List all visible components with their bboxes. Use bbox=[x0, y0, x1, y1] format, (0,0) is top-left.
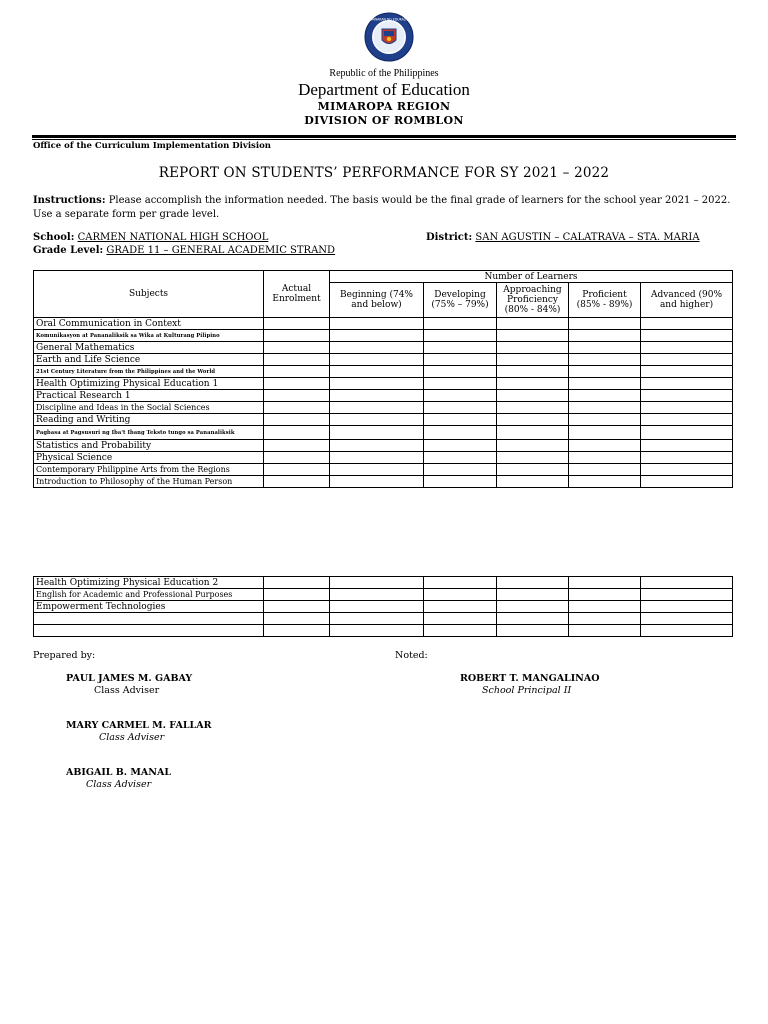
value-cell[interactable] bbox=[264, 330, 330, 342]
value-cell[interactable] bbox=[497, 476, 569, 488]
value-cell[interactable] bbox=[264, 452, 330, 464]
value-cell[interactable] bbox=[330, 464, 424, 476]
value-cell[interactable] bbox=[497, 366, 569, 378]
subject-cell: English for Academic and Professional Purposes bbox=[34, 589, 264, 601]
header-rule-thin bbox=[32, 139, 736, 140]
value-cell[interactable] bbox=[264, 426, 330, 440]
value-cell[interactable] bbox=[330, 440, 424, 452]
grade-level-value: GRADE 11 – GENERAL ACADEMIC STRAND bbox=[106, 245, 336, 256]
school-value: CARMEN NATIONAL HIGH SCHOOL bbox=[77, 232, 269, 243]
value-cell[interactable] bbox=[569, 330, 641, 342]
table-row bbox=[34, 589, 733, 601]
subject-cell bbox=[34, 613, 264, 625]
value-cell[interactable] bbox=[424, 589, 497, 601]
table-row bbox=[34, 577, 733, 589]
subject-cell: Health Optimizing Physical Education 1 bbox=[34, 378, 264, 390]
value-cell[interactable] bbox=[424, 426, 497, 440]
republic-line: Republic of the Philippines bbox=[329, 68, 439, 79]
subject-cell: Statistics and Probability bbox=[34, 440, 264, 452]
value-cell[interactable] bbox=[497, 390, 569, 402]
value-cell[interactable] bbox=[330, 426, 424, 440]
value-cell[interactable] bbox=[641, 577, 733, 589]
instructions-label: Instructions: bbox=[33, 195, 106, 206]
value-cell[interactable] bbox=[264, 318, 330, 330]
value-cell[interactable] bbox=[330, 452, 424, 464]
value-cell[interactable] bbox=[264, 601, 330, 613]
level-header-developing: Developing (75% – 79%) bbox=[424, 283, 497, 318]
value-cell[interactable] bbox=[330, 577, 424, 589]
table-row bbox=[34, 464, 733, 476]
value-cell[interactable] bbox=[424, 330, 497, 342]
subject-cell: Practical Research 1 bbox=[34, 390, 264, 402]
value-cell[interactable] bbox=[264, 625, 330, 637]
adviser-name-2: MARY CARMEL M. FALLAR bbox=[66, 720, 212, 731]
value-cell[interactable] bbox=[569, 390, 641, 402]
office-name: Office of the Curriculum Implementation Division bbox=[33, 141, 271, 151]
value-cell[interactable] bbox=[641, 601, 733, 613]
principal-role: School Principal II bbox=[482, 685, 572, 696]
value-cell[interactable] bbox=[569, 402, 641, 414]
performance-table-body bbox=[34, 318, 733, 488]
value-cell[interactable] bbox=[569, 476, 641, 488]
principal-name: ROBERT T. MANGALINAO bbox=[460, 673, 600, 684]
number-of-learners-header: Number of Learners bbox=[330, 271, 733, 283]
value-cell[interactable] bbox=[569, 378, 641, 390]
value-cell[interactable] bbox=[264, 354, 330, 366]
value-cell[interactable] bbox=[641, 589, 733, 601]
adviser-role-3: Class Adviser bbox=[86, 779, 152, 790]
value-cell[interactable] bbox=[641, 625, 733, 637]
value-cell[interactable] bbox=[497, 440, 569, 452]
value-cell[interactable] bbox=[569, 342, 641, 354]
value-cell[interactable] bbox=[330, 601, 424, 613]
seal-text: KAGAWARAN NG EDUKASYON bbox=[365, 17, 413, 22]
table-row bbox=[34, 613, 733, 625]
table-row bbox=[34, 330, 733, 342]
school-label: School: bbox=[33, 232, 75, 243]
value-cell[interactable] bbox=[264, 577, 330, 589]
value-cell[interactable] bbox=[497, 589, 569, 601]
value-cell[interactable] bbox=[497, 613, 569, 625]
value-cell[interactable] bbox=[641, 452, 733, 464]
value-cell[interactable] bbox=[264, 342, 330, 354]
value-cell[interactable] bbox=[424, 354, 497, 366]
level-header-beginning: Beginning (74% and below) bbox=[330, 283, 424, 318]
value-cell[interactable] bbox=[641, 476, 733, 488]
adviser-role-1: Class Adviser bbox=[94, 685, 160, 696]
level-header-advanced: Advanced (90% and higher) bbox=[641, 283, 733, 318]
value-cell[interactable] bbox=[424, 601, 497, 613]
subject-cell: Komunikasyon at Pananaliksik sa Wika at Kulturang Pilipino bbox=[34, 330, 264, 342]
table-row bbox=[34, 426, 733, 440]
subject-cell bbox=[34, 625, 264, 637]
table-row bbox=[34, 342, 733, 354]
value-cell[interactable] bbox=[569, 589, 641, 601]
value-cell[interactable] bbox=[641, 378, 733, 390]
value-cell[interactable] bbox=[569, 464, 641, 476]
region-name: MIMAROPA REGION bbox=[317, 100, 451, 113]
value-cell[interactable] bbox=[424, 402, 497, 414]
value-cell[interactable] bbox=[264, 613, 330, 625]
table-row bbox=[34, 452, 733, 464]
value-cell[interactable] bbox=[497, 378, 569, 390]
value-cell[interactable] bbox=[330, 402, 424, 414]
value-cell[interactable] bbox=[330, 625, 424, 637]
table-row bbox=[34, 318, 733, 330]
value-cell[interactable] bbox=[330, 589, 424, 601]
value-cell[interactable] bbox=[330, 378, 424, 390]
value-cell[interactable] bbox=[330, 613, 424, 625]
value-cell[interactable] bbox=[424, 378, 497, 390]
value-cell[interactable] bbox=[424, 452, 497, 464]
value-cell[interactable] bbox=[497, 342, 569, 354]
value-cell[interactable] bbox=[497, 464, 569, 476]
subject-cell: Oral Communication in Context bbox=[34, 318, 264, 330]
instructions-text: Please accomplish the information needed. The basis would be the final grade of learners for the school year 2021 – 2022. Use a separate form per grade level. bbox=[33, 195, 731, 220]
value-cell[interactable] bbox=[641, 318, 733, 330]
adviser-role-2: Class Adviser bbox=[99, 732, 165, 743]
value-cell[interactable] bbox=[264, 414, 330, 426]
value-cell[interactable] bbox=[330, 330, 424, 342]
value-cell[interactable] bbox=[264, 366, 330, 378]
value-cell[interactable] bbox=[497, 625, 569, 637]
district-label: District: bbox=[426, 232, 473, 243]
value-cell[interactable] bbox=[569, 354, 641, 366]
value-cell[interactable] bbox=[264, 390, 330, 402]
grade-level-field bbox=[33, 245, 335, 256]
value-cell[interactable] bbox=[569, 613, 641, 625]
value-cell[interactable] bbox=[424, 625, 497, 637]
value-cell[interactable] bbox=[264, 402, 330, 414]
value-cell[interactable] bbox=[569, 366, 641, 378]
value-cell[interactable] bbox=[569, 426, 641, 440]
value-cell[interactable] bbox=[424, 366, 497, 378]
value-cell[interactable] bbox=[424, 440, 497, 452]
table-row bbox=[34, 378, 733, 390]
value-cell[interactable] bbox=[424, 390, 497, 402]
value-cell[interactable] bbox=[569, 452, 641, 464]
value-cell[interactable] bbox=[497, 414, 569, 426]
value-cell[interactable] bbox=[330, 342, 424, 354]
value-cell[interactable] bbox=[424, 464, 497, 476]
subject-cell: Introduction to Philosophy of the Human Person bbox=[34, 476, 264, 488]
performance-table-continued bbox=[33, 576, 733, 637]
subject-cell: Pagbasa at Pagsusuri ng Iba't Ibang Teksto tungo sa Pananaliksik bbox=[34, 426, 264, 440]
subject-cell: Discipline and Ideas in the Social Sciences bbox=[34, 402, 264, 414]
value-cell[interactable] bbox=[330, 318, 424, 330]
subject-cell: Reading and Writing bbox=[34, 414, 264, 426]
table-row bbox=[34, 402, 733, 414]
level-header-approaching: Approaching Proficiency (80% - 84%) bbox=[497, 283, 569, 318]
value-cell[interactable] bbox=[497, 318, 569, 330]
value-cell[interactable] bbox=[641, 414, 733, 426]
value-cell[interactable] bbox=[330, 414, 424, 426]
value-cell[interactable] bbox=[424, 318, 497, 330]
subject-cell: Health Optimizing Physical Education 2 bbox=[34, 577, 264, 589]
value-cell[interactable] bbox=[264, 476, 330, 488]
value-cell[interactable] bbox=[569, 601, 641, 613]
grade-level-label: Grade Level: bbox=[33, 245, 104, 256]
deped-seal-logo bbox=[364, 12, 414, 62]
value-cell[interactable] bbox=[424, 577, 497, 589]
value-cell[interactable] bbox=[424, 476, 497, 488]
level-header-proficient: Proficient (85% - 89%) bbox=[569, 283, 641, 318]
value-cell[interactable] bbox=[330, 476, 424, 488]
value-cell[interactable] bbox=[497, 330, 569, 342]
subject-cell: 21st Century Literature from the Philippines and the World bbox=[34, 366, 264, 378]
value-cell[interactable] bbox=[264, 378, 330, 390]
value-cell[interactable] bbox=[497, 577, 569, 589]
value-cell[interactable] bbox=[264, 440, 330, 452]
table-row bbox=[34, 354, 733, 366]
value-cell[interactable] bbox=[497, 601, 569, 613]
department-name: Department of Education bbox=[298, 80, 470, 99]
value-cell[interactable] bbox=[641, 354, 733, 366]
value-cell[interactable] bbox=[330, 366, 424, 378]
value-cell[interactable] bbox=[264, 589, 330, 601]
value-cell[interactable] bbox=[641, 402, 733, 414]
adviser-name-3: ABIGAIL B. MANAL bbox=[66, 767, 172, 778]
value-cell[interactable] bbox=[569, 577, 641, 589]
value-cell[interactable] bbox=[424, 342, 497, 354]
value-cell[interactable] bbox=[569, 414, 641, 426]
table-row bbox=[34, 476, 733, 488]
value-cell[interactable] bbox=[497, 402, 569, 414]
value-cell[interactable] bbox=[424, 414, 497, 426]
value-cell[interactable] bbox=[641, 366, 733, 378]
district-value: SAN AGUSTIN – CALATRAVA – STA. MARIA bbox=[475, 232, 700, 243]
table-row bbox=[34, 366, 733, 378]
value-cell[interactable] bbox=[330, 390, 424, 402]
subject-cell: General Mathematics bbox=[34, 342, 264, 354]
table-row bbox=[34, 390, 733, 402]
value-cell[interactable] bbox=[424, 613, 497, 625]
value-cell[interactable] bbox=[497, 452, 569, 464]
value-cell[interactable] bbox=[641, 342, 733, 354]
value-cell[interactable] bbox=[569, 440, 641, 452]
table-row bbox=[34, 440, 733, 452]
district-field bbox=[426, 232, 700, 243]
instructions bbox=[33, 194, 737, 222]
table-row bbox=[34, 601, 733, 613]
table-row bbox=[34, 625, 733, 637]
subjects-header: Subjects bbox=[34, 271, 264, 318]
performance-table bbox=[33, 270, 733, 488]
value-cell[interactable] bbox=[641, 440, 733, 452]
prepared-by-label: Prepared by: bbox=[33, 650, 96, 661]
report-title: REPORT ON STUDENTS’ PERFORMANCE FOR SY 2021 – 2022 bbox=[158, 165, 610, 181]
value-cell[interactable] bbox=[641, 390, 733, 402]
value-cell[interactable] bbox=[641, 464, 733, 476]
value-cell[interactable] bbox=[264, 464, 330, 476]
subject-cell: Contemporary Philippine Arts from the Regions bbox=[34, 464, 264, 476]
value-cell[interactable] bbox=[641, 330, 733, 342]
value-cell[interactable] bbox=[641, 426, 733, 440]
value-cell[interactable] bbox=[569, 625, 641, 637]
performance-table-continued-body bbox=[34, 577, 733, 637]
value-cell[interactable] bbox=[641, 613, 733, 625]
header-rule-thick bbox=[32, 135, 736, 138]
subject-cell: Empowerment Technologies bbox=[34, 601, 264, 613]
subject-cell: Earth and Life Science bbox=[34, 354, 264, 366]
value-cell[interactable] bbox=[497, 426, 569, 440]
value-cell[interactable] bbox=[569, 318, 641, 330]
value-cell[interactable] bbox=[330, 354, 424, 366]
value-cell[interactable] bbox=[497, 354, 569, 366]
table-row bbox=[34, 414, 733, 426]
noted-label: Noted: bbox=[395, 650, 428, 661]
subject-cell: Physical Science bbox=[34, 452, 264, 464]
school-field bbox=[33, 232, 268, 243]
division-name: DIVISION OF ROMBLON bbox=[304, 114, 464, 127]
adviser-name-1: PAUL JAMES M. GABAY bbox=[66, 673, 193, 684]
enrolment-header: Actual Enrolment bbox=[264, 271, 330, 318]
